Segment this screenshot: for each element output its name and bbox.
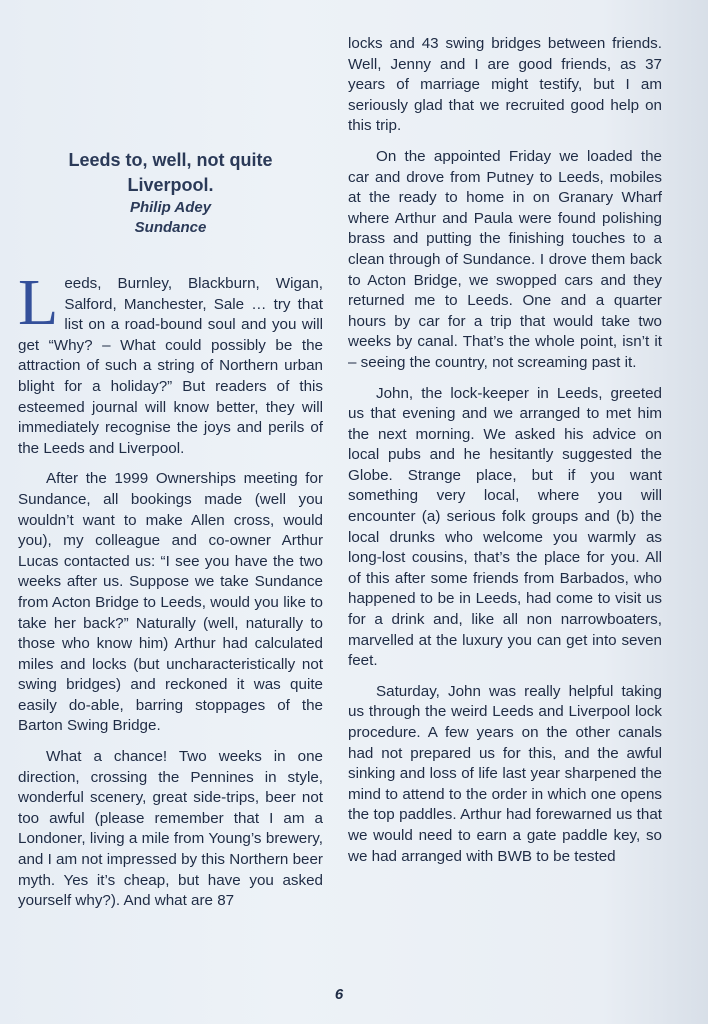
paragraph: After the 1999 Ownerships meeting for Sundance, all bookings made (well you wouldn’t want to make Allen cross, would you), my colleague and co-owner Arthur Lucas contacted us: “I see you have the two weeks after us. Suppose we take Sundance from Acton Bridge to Leeds, would you like to take her back?” Naturally (well, naturally to those who know him) Arthur had calculated miles and locks (but uncharacteristically not swing bridges) and reckoned it was quite easily do-able, barring stoppages of the Barton Swing Bridge. bbox=[18, 470, 323, 735]
right-column bbox=[348, 34, 662, 964]
paragraph: Saturday, John was really helpful taking us through the weird Leeds and Liverpool lock procedure. A few years on the other canals had not prepared us for this, and the awful sinking and loss of life last year sharpened the mind to attend to the order in which one opens the top paddles. Arthur had forewarned us that we would need to earn a gate paddle key, so we had arranged with BWB to be tested bbox=[348, 682, 662, 865]
paragraph: What a chance! Two weeks in one direction, crossing the Pennines in style, wonderful scenery, great side-trips, beer not too awful (please remember that I am a Londoner, living a mile from Young’s brewery, and I am not impressed by this Northern beer myth. Yes it’s cheap, but have you asked yourself why?). And what are 87 bbox=[18, 748, 323, 910]
drop-cap: L bbox=[18, 266, 59, 339]
article-title-line-1: Leeds to, well, not quite bbox=[68, 150, 273, 170]
paragraph-intro bbox=[18, 266, 323, 459]
article-header bbox=[18, 148, 323, 238]
boat-name: Sundance bbox=[134, 219, 207, 236]
page-number: 6 bbox=[334, 986, 344, 1003]
paragraph: On the appointed Friday we loaded the car and drove from Putney to Leeds, mobiles at the ready to home in on Granary Wharf where Arthur and Paula were found polishing brass and putting the finishing touches to a clean through of Sundance. I drove them back to Acton Bridge, we swopped cars and they returned me to Leeds. One and a quarter hours by car for a trip that would take two weeks by canal. That’s the whole point, isn’t it – seeing the country, not screaming past it. bbox=[348, 147, 662, 371]
paragraph-intro-text: eeds, Burnley, Blackburn, Wigan, Salford, Manchester, Sale … try that list on a road-bound soul and you will get “Why? – What could possibly be the attraction of such a string of Northern urban blight for a holiday?” But readers of this esteemed journal will know better, they will immediately recognise the joys and perils of the Leeds and Liverpool. bbox=[18, 275, 323, 457]
article-title-line-2: Liverpool. bbox=[127, 175, 214, 195]
paragraph: locks and 43 swing bridges between friends. Well, Jenny and I are good friends, as 37 years of marriage might testify, but I am seriously glad that we recruited good help on this trip. bbox=[348, 35, 662, 135]
author-name: Philip Adey bbox=[129, 199, 212, 216]
left-column bbox=[18, 0, 323, 964]
paragraph: John, the lock-keeper in Leeds, greeted us that evening and we arranged to met him the next morning. We asked his advice on local pubs and he hesitantly suggested the Globe. Strange place, but if you want something very local, where you will encounter (a) serious folk groups and (b) the local drunks who welcome you warmly as long-lost cousins, that’s the place for you. All of this after some friends from Barbados, who happened to be in Leeds, had come to visit us for a drink and, like all non narrowboaters, marvelled at the luxury you can get into seven feet. bbox=[348, 384, 662, 670]
